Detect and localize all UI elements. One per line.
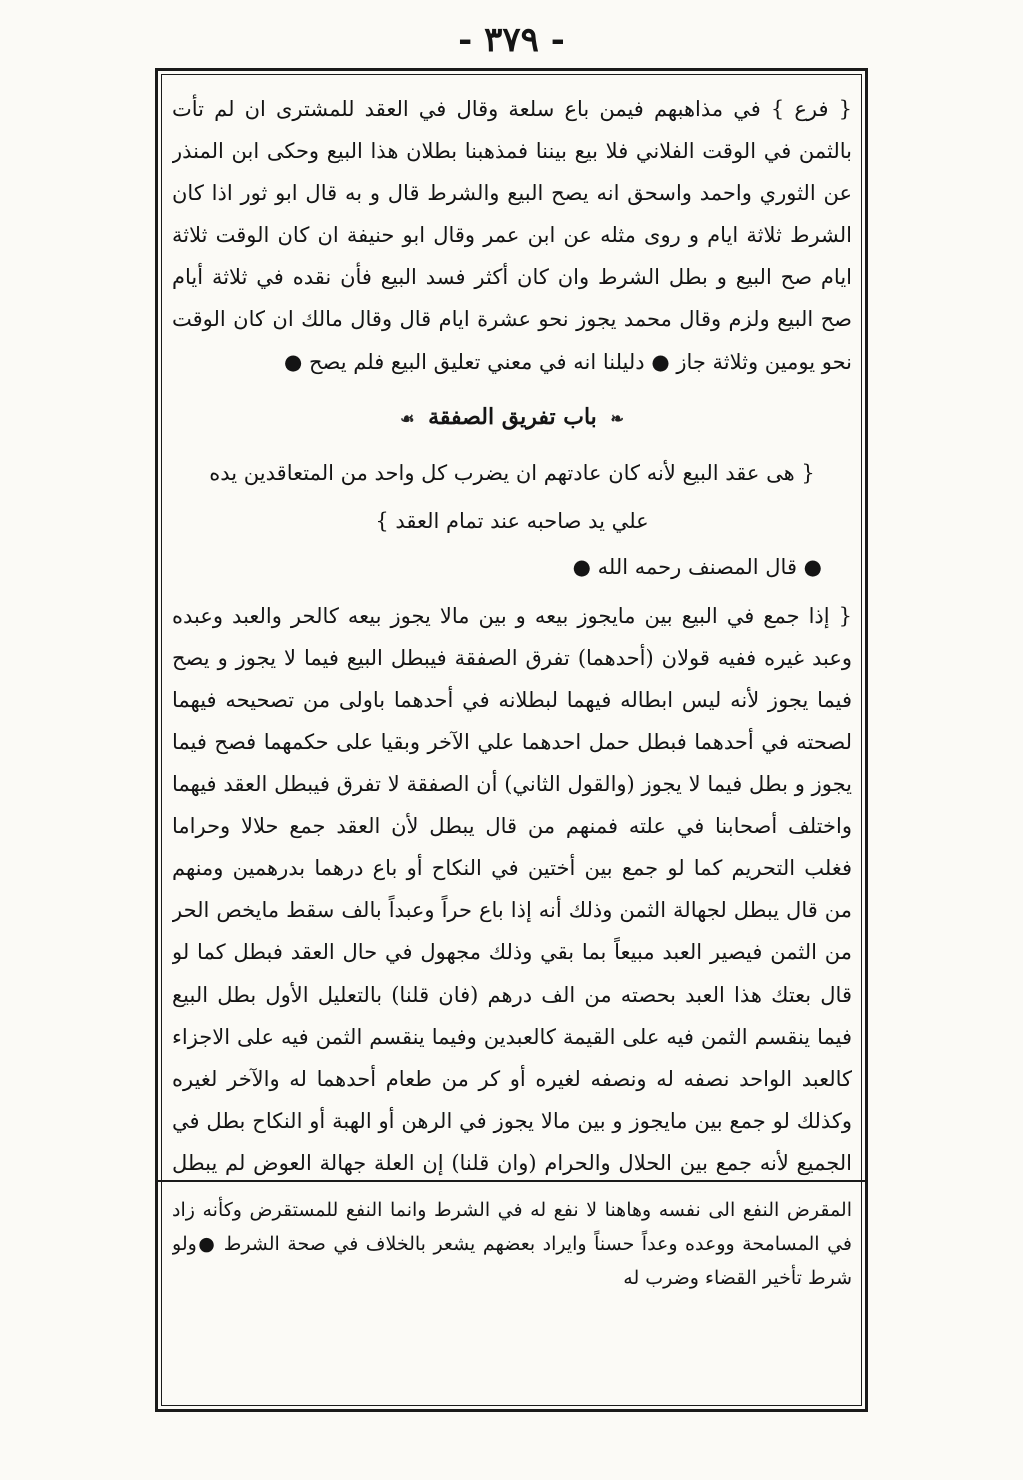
footnote-block	[172, 1193, 852, 1293]
chapter-heading	[172, 395, 852, 441]
main-text-block	[172, 88, 852, 1178]
page-number: - ٣٧٩ -	[458, 20, 565, 60]
chapter-definition: { هى عقد البيع لأنه كان عادتهم ان يضرب كل واحد من المتعاقدين يده علي يد صاحبه عند تمام العقد }	[209, 460, 815, 533]
ornament-icon: ☙	[400, 408, 415, 428]
chapter-title: باب تفريق الصفقة	[428, 403, 597, 430]
footnote-text: المقرض النفع الى نفسه وهاهنا لا نفع له في الشرط وانما النفع للمستقرض وكأنه زاد في المسامحة ووعده وعداً حسناً وايراد بعضهم يشعر بالخلاف في صحة الشرط ●ولو شرط تأخير القضاء وضرب له	[172, 1199, 852, 1289]
ornament-icon: ❧	[610, 408, 624, 428]
branch-paragraph: { فرع } في مذاهبهم فيمن باع سلعة وقال في العقد للمشترى ان لم تأت بالثمن في الوقت الفلاني فلا بيع بيننا فمذهبنا بطلان هذا البيع وحكى ابن المنذر عن الثوري واحمد واسحق انه يصح البيع والشرط قال و به قال ابو ثور اذا كان الشرط ثلاثة ايام و روى مثله عن ابن عمر وقال ابو حنيفة ان كان الوقت ثلاثة ايام صح البيع و بطل الشرط وان كان أكثر فسد البيع فأن نقده في ثلاثة أيام صح البيع ولزم وقال محمد يجوز نحو عشرة ايام قال وقال مالك ان كان الوقت نحو يومين وثلاثة جاز ● دليلنا انه في معني تعليق البيع فلم يصح ●	[172, 97, 852, 374]
commentary-paragraph: { إذا جمع في البيع بين مايجوز بيعه و بين مالا يجوز بيعه كالحر والعبد وعبده وعبد غيره ففيه قولان (أحدهما) تفرق الصفقة فيبطل البيع فيما لا يجوز و يصح فيما يجوز لأنه ليس ابطاله فيهما لبطلانه في أحدهما باولى من تصحيحه فيهما لصحته في أحدهما فبطل حمل احدهما علي الآخر وبقيا على حكمهما فصح فيما يجوز و بطل فيما لا يجوز (والقول الثاني) أن الصفقة لا تفرق فيبطل العقد فيهما واختلف أصحابنا في علته فمنهم من قال يبطل لأن العقد جمع حلالا وحراما فغلب التحريم كما لو جمع بين أختين في النكاح أو باع درهما بدرهمين ومنهم من قال يبطل لجهالة الثمن وذلك أنه إذا باع حراً وعبداً بالف سقط مايخص الحر من الثمن فيصير العبد مبيعاً بما بقي وذلك مجهول في حال العقد فبطل كما لو قال بعتك هذا العبد بحصته من الف درهم (فان قلنا) بالتعليل الأول بطل البيع فيما ينقسم الثمن فيه على القيمة كالعبدين وفيما ينقسم الثمن فيه على الاجزاء كالعبد الواحد نصفه له ونصفه لغيره أو كر من طعام أحدهما له والآخر لغيره وكذلك لو جمع بين مايجوز و بين مالا يجوز في الرهن أو الهبة أو النكاح بطل في الجميع لأنه جمع بين الحلال والحرام (وان قلنا) إن العلة جهالة العوض لم يبطل	[172, 603, 852, 1175]
author-attribution: ● قال المصنف رحمه الله ●	[572, 554, 822, 579]
footnote-separator	[158, 1180, 865, 1182]
